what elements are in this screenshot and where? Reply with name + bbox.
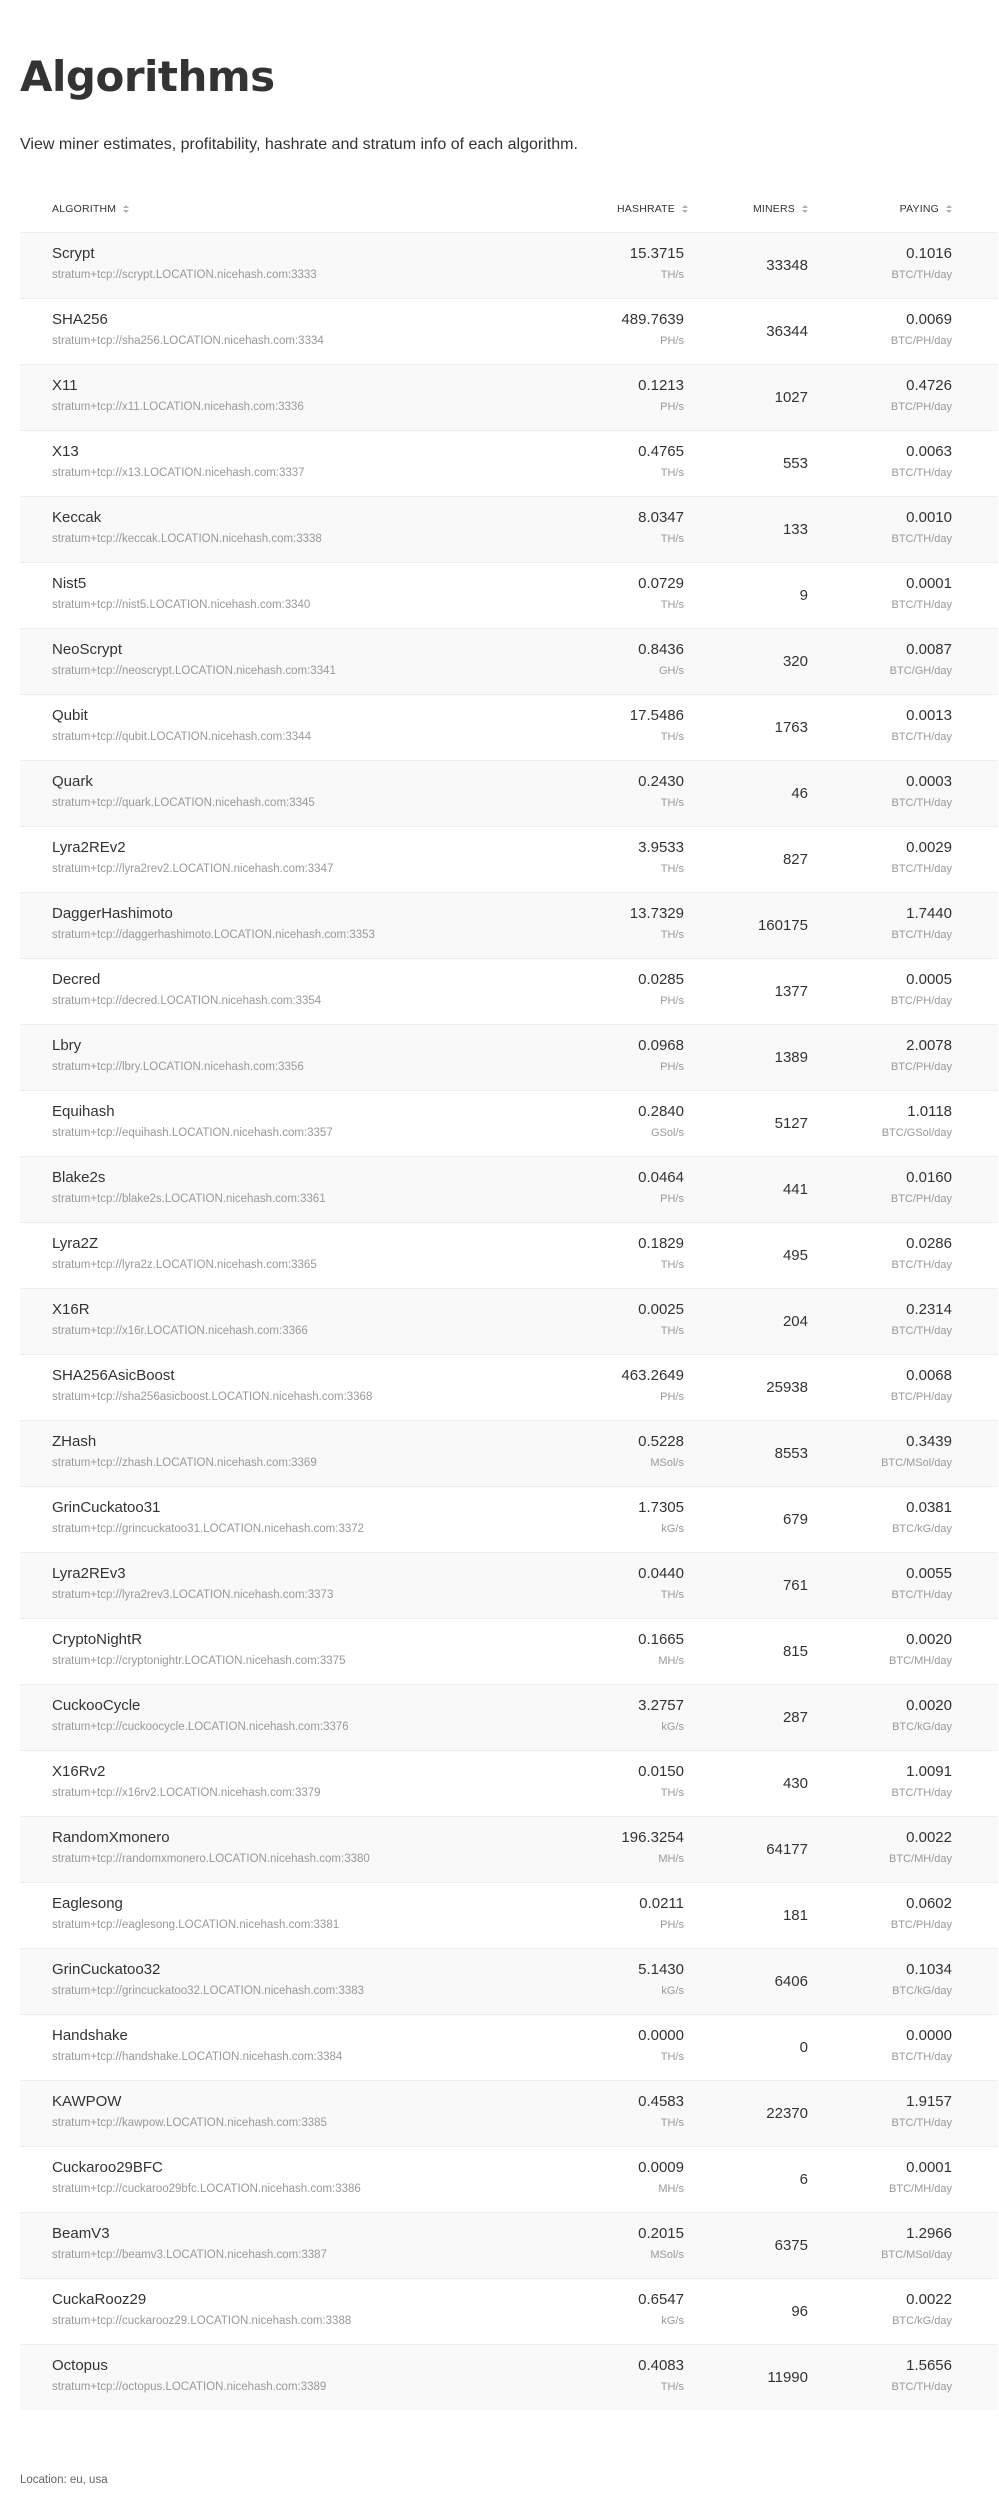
hashrate-value: 0.0968: [638, 1037, 684, 1054]
stratum-url: stratum+tcp://neoscrypt.LOCATION.nicehash.com:3341: [52, 665, 336, 677]
paying-unit: BTC/kG/day: [892, 1985, 952, 1997]
paying-value: 0.0000: [906, 2027, 952, 2044]
hashrate-value: 0.0211: [639, 1895, 684, 1912]
stratum-url: stratum+tcp://daggerhashimoto.LOCATION.nicehash.com:3353: [52, 929, 375, 941]
sort-icon: [123, 205, 129, 213]
stratum-url: stratum+tcp://scrypt.LOCATION.nicehash.com:3333: [52, 269, 317, 281]
hashrate-unit: TH/s: [660, 467, 684, 479]
hashrate-unit: PH/s: [660, 1193, 684, 1205]
paying-value: 1.9157: [906, 2093, 952, 2110]
table-row[interactable]: [20, 298, 998, 364]
hashrate-unit: PH/s: [660, 335, 684, 347]
hashrate-value: 0.0464: [638, 1169, 684, 1186]
hashrate-value: 0.2840: [638, 1103, 684, 1120]
miners-count: 36344: [766, 323, 808, 340]
paying-value: 0.0063: [906, 443, 952, 460]
algorithm-name: DaggerHashimoto: [52, 905, 173, 922]
page-subtitle: View miner estimates, profitability, hashrate and stratum info of each algorithm.: [20, 136, 578, 153]
table-row[interactable]: [20, 892, 998, 958]
hashrate-value: 0.4583: [638, 2093, 684, 2110]
paying-value: 0.0022: [906, 1829, 952, 1846]
hashrate-value: 0.0285: [638, 971, 684, 988]
miners-count: 553: [782, 455, 808, 472]
algorithm-name: Handshake: [52, 2027, 128, 2044]
hashrate-value: 0.0729: [638, 575, 684, 592]
hashrate-value: 3.2757: [638, 1697, 684, 1714]
hashrate-unit: PH/s: [660, 401, 684, 413]
paying-value: 0.0087: [906, 641, 952, 658]
hashrate-unit: TH/s: [660, 1259, 684, 1271]
hashrate-unit: TH/s: [660, 2381, 684, 2393]
paying-unit: BTC/PH/day: [890, 401, 952, 413]
miners-count: 430: [782, 1775, 808, 1792]
hashrate-unit: TH/s: [660, 533, 684, 545]
paying-unit: BTC/PH/day: [890, 335, 952, 347]
hashrate-value: 0.1829: [638, 1235, 684, 1252]
location-note: Location: eu, usa: [20, 2474, 108, 2486]
paying-unit: BTC/MH/day: [889, 2183, 952, 2195]
table-row[interactable]: [20, 1618, 998, 1684]
miners-count: 64177: [766, 1841, 808, 1858]
paying-unit: BTC/GH/day: [889, 665, 952, 677]
paying-value: 0.0020: [906, 1631, 952, 1648]
paying-unit: BTC/TH/day: [891, 1589, 952, 1601]
stratum-url: stratum+tcp://cuckaroo29bfc.LOCATION.nicehash.com:3386: [52, 2183, 361, 2195]
hashrate-unit: GSol/s: [650, 1127, 684, 1139]
algorithm-name: X11: [52, 377, 78, 394]
paying-unit: BTC/PH/day: [890, 995, 952, 1007]
miners-count: 6375: [774, 2237, 808, 2254]
paying-value: 0.4726: [906, 377, 952, 394]
miners-count: 1377: [774, 983, 808, 1000]
hashrate-value: 5.1430: [638, 1961, 684, 1978]
stratum-url: stratum+tcp://keccak.LOCATION.nicehash.com:3338: [52, 533, 322, 545]
hashrate-value: 15.3715: [629, 245, 684, 262]
paying-value: 0.0013: [906, 707, 952, 724]
table-body: [20, 232, 998, 2410]
table-row[interactable]: [20, 760, 998, 826]
hashrate-value: 0.4083: [638, 2357, 684, 2374]
hashrate-value: 0.5228: [638, 1433, 684, 1450]
stratum-url: stratum+tcp://blake2s.LOCATION.nicehash.com:3361: [52, 1193, 326, 1205]
algorithm-name: RandomXmonero: [52, 1829, 170, 1846]
hashrate-value: 8.0347: [638, 509, 684, 526]
table-row[interactable]: [20, 2212, 998, 2278]
paying-unit: BTC/TH/day: [891, 797, 952, 809]
miners-count: 679: [782, 1511, 808, 1528]
column-header-label: ALGORITHM: [52, 203, 117, 215]
paying-unit: BTC/GSol/day: [881, 1127, 952, 1139]
algorithm-name: Lyra2REv3: [52, 1565, 126, 1582]
algorithm-name: NeoScrypt: [52, 641, 123, 658]
stratum-url: stratum+tcp://lbry.LOCATION.nicehash.com:3356: [52, 1061, 304, 1073]
hashrate-unit: MH/s: [658, 2183, 684, 2195]
table-row[interactable]: [20, 430, 998, 496]
paying-unit: BTC/kG/day: [892, 2315, 952, 2327]
miners-count: 9: [799, 587, 808, 604]
table-row[interactable]: [20, 1750, 998, 1816]
paying-unit: BTC/TH/day: [891, 2051, 952, 2063]
miners-count: 761: [782, 1577, 808, 1594]
paying-value: 0.0055: [906, 1565, 952, 1582]
stratum-url: stratum+tcp://sha256.LOCATION.nicehash.com:3334: [52, 335, 324, 347]
stratum-url: stratum+tcp://x11.LOCATION.nicehash.com:3336: [52, 401, 304, 413]
paying-value: 1.7440: [906, 905, 952, 922]
hashrate-value: 0.0025: [638, 1301, 684, 1318]
hashrate-value: 1.7305: [638, 1499, 684, 1516]
algorithm-name: Octopus: [52, 2357, 108, 2374]
miners-count: 6: [799, 2171, 808, 2188]
algorithms-table: [20, 188, 998, 2410]
hashrate-unit: TH/s: [660, 1325, 684, 1337]
table-row[interactable]: [20, 1090, 998, 1156]
miners-count: 287: [782, 1709, 808, 1726]
table-row[interactable]: [20, 1222, 998, 1288]
table-row[interactable]: [20, 1816, 998, 1882]
algorithm-name: Decred: [52, 971, 101, 988]
paying-unit: BTC/TH/day: [891, 467, 952, 479]
stratum-url: stratum+tcp://x16rv2.LOCATION.nicehash.com:3379: [52, 1787, 321, 1799]
algorithm-name: X13: [52, 443, 79, 460]
table-row[interactable]: [20, 1882, 998, 1948]
paying-value: 0.1034: [906, 1961, 952, 1978]
stratum-url: stratum+tcp://grincuckatoo32.LOCATION.nicehash.com:3383: [52, 1985, 365, 1997]
hashrate-value: 463.2649: [621, 1367, 684, 1384]
paying-unit: BTC/TH/day: [891, 533, 952, 545]
hashrate-value: 0.1213: [638, 377, 684, 394]
stratum-url: stratum+tcp://decred.LOCATION.nicehash.com:3354: [52, 995, 322, 1007]
page-title: Algorithms: [20, 52, 275, 101]
algorithm-name: SHA256: [52, 311, 108, 328]
table-row[interactable]: [20, 1354, 998, 1420]
table-row[interactable]: [20, 1420, 998, 1486]
hashrate-unit: TH/s: [660, 929, 684, 941]
hashrate-unit: TH/s: [660, 269, 684, 281]
hashrate-unit: kG/s: [661, 1523, 684, 1535]
algorithm-name: Blake2s: [52, 1169, 106, 1186]
table-row[interactable]: [20, 1948, 998, 2014]
hashrate-unit: kG/s: [661, 1721, 684, 1733]
hashrate-value: 0.1665: [638, 1631, 684, 1648]
miners-count: 22370: [766, 2105, 808, 2122]
algorithm-name: Cuckaroo29BFC: [52, 2159, 163, 2176]
paying-value: 0.0029: [906, 839, 952, 856]
algorithm-name: Quark: [52, 773, 93, 790]
table-row[interactable]: [20, 232, 998, 298]
paying-value: 0.0068: [906, 1367, 952, 1384]
stratum-url: stratum+tcp://handshake.LOCATION.nicehash.com:3384: [52, 2051, 343, 2063]
table-row[interactable]: [20, 628, 998, 694]
stratum-url: stratum+tcp://grincuckatoo31.LOCATION.nicehash.com:3372: [52, 1523, 365, 1535]
paying-value: 1.5656: [906, 2357, 952, 2374]
hashrate-value: 0.0000: [638, 2027, 684, 2044]
table-header: [20, 188, 998, 232]
table-row[interactable]: [20, 1288, 998, 1354]
paying-value: 0.0160: [906, 1169, 952, 1186]
stratum-url: stratum+tcp://beamv3.LOCATION.nicehash.com:3387: [52, 2249, 327, 2261]
paying-value: 0.0602: [906, 1895, 952, 1912]
miners-count: 5127: [774, 1115, 808, 1132]
stratum-url: stratum+tcp://qubit.LOCATION.nicehash.com:3344: [52, 731, 311, 743]
column-header-hashrate[interactable]: [617, 203, 688, 215]
stratum-url: stratum+tcp://cuckoocycle.LOCATION.nicehash.com:3376: [52, 1721, 349, 1733]
paying-unit: BTC/TH/day: [891, 599, 952, 611]
miners-count: 204: [782, 1313, 808, 1330]
paying-unit: BTC/MH/day: [889, 1853, 952, 1865]
paying-value: 0.0001: [906, 575, 952, 592]
miners-count: 495: [782, 1247, 808, 1264]
table-row[interactable]: [20, 694, 998, 760]
hashrate-value: 196.3254: [621, 1829, 684, 1846]
table-row[interactable]: [20, 364, 998, 430]
algorithm-name: CryptoNightR: [52, 1631, 143, 1648]
sort-icon: [682, 205, 688, 213]
stratum-url: stratum+tcp://lyra2rev3.LOCATION.nicehash.com:3373: [52, 1589, 334, 1601]
stratum-url: stratum+tcp://zhash.LOCATION.nicehash.com:3369: [52, 1457, 317, 1469]
miners-count: 441: [782, 1181, 808, 1198]
algorithm-name: KAWPOW: [52, 2093, 122, 2110]
paying-value: 0.0020: [906, 1697, 952, 1714]
paying-unit: BTC/TH/day: [891, 731, 952, 743]
paying-value: 0.3439: [906, 1433, 952, 1450]
hashrate-unit: PH/s: [660, 1391, 684, 1403]
paying-value: 1.2966: [906, 2225, 952, 2242]
table-row[interactable]: [20, 1024, 998, 1090]
paying-value: 0.0069: [906, 311, 952, 328]
miners-count: 96: [791, 2303, 808, 2320]
paying-unit: BTC/MH/day: [889, 1655, 952, 1667]
hashrate-unit: TH/s: [660, 1589, 684, 1601]
column-header-algorithm[interactable]: [52, 203, 129, 215]
stratum-url: stratum+tcp://lyra2z.LOCATION.nicehash.com:3365: [52, 1259, 317, 1271]
table-row[interactable]: [20, 826, 998, 892]
stratum-url: stratum+tcp://kawpow.LOCATION.nicehash.com:3385: [52, 2117, 327, 2129]
hashrate-value: 489.7639: [621, 311, 684, 328]
table-row[interactable]: [20, 496, 998, 562]
algorithm-name: X16R: [52, 1301, 90, 1318]
paying-unit: BTC/PH/day: [890, 1193, 952, 1205]
hashrate-value: 17.5486: [629, 707, 684, 724]
miners-count: 11990: [767, 2369, 808, 2386]
stratum-url: stratum+tcp://quark.LOCATION.nicehash.com:3345: [52, 797, 315, 809]
hashrate-value: 3.9533: [638, 839, 684, 856]
paying-unit: BTC/TH/day: [891, 863, 952, 875]
algorithm-name: X16Rv2: [52, 1763, 106, 1780]
miners-count: 1763: [774, 719, 808, 736]
paying-unit: BTC/PH/day: [890, 1061, 952, 1073]
stratum-url: stratum+tcp://octopus.LOCATION.nicehash.com:3389: [52, 2381, 327, 2393]
stratum-url: stratum+tcp://sha256asicboost.LOCATION.nicehash.com:3368: [52, 1391, 373, 1403]
stratum-url: stratum+tcp://lyra2rev2.LOCATION.nicehash.com:3347: [52, 863, 334, 875]
paying-unit: BTC/PH/day: [890, 1391, 952, 1403]
table-row[interactable]: [20, 2014, 998, 2080]
miners-count: 1027: [774, 389, 808, 406]
table-row[interactable]: [20, 2146, 998, 2212]
stratum-url: stratum+tcp://randomxmonero.LOCATION.nicehash.com:3380: [52, 1853, 370, 1865]
hashrate-unit: TH/s: [660, 731, 684, 743]
miners-count: 0: [799, 2039, 808, 2056]
table-row[interactable]: [20, 1486, 998, 1552]
table-row[interactable]: [20, 2080, 998, 2146]
algorithm-name: BeamV3: [52, 2225, 110, 2242]
paying-value: 0.0381: [906, 1499, 952, 1516]
miners-count: 8553: [774, 1445, 808, 1462]
paying-unit: BTC/TH/day: [891, 929, 952, 941]
table-row[interactable]: [20, 2344, 998, 2410]
stratum-url: stratum+tcp://cryptonightr.LOCATION.nicehash.com:3375: [52, 1655, 346, 1667]
hashrate-unit: kG/s: [661, 1985, 684, 1997]
stratum-url: stratum+tcp://x16r.LOCATION.nicehash.com:3366: [52, 1325, 308, 1337]
hashrate-value: 0.0009: [638, 2159, 684, 2176]
paying-unit: BTC/TH/day: [891, 2381, 952, 2393]
stratum-url: stratum+tcp://eaglesong.LOCATION.nicehash.com:3381: [52, 1919, 340, 1931]
column-header-miners[interactable]: [753, 203, 808, 215]
hashrate-unit: TH/s: [660, 2051, 684, 2063]
paying-unit: BTC/MSol/day: [881, 2249, 952, 2261]
miners-count: 827: [782, 851, 808, 868]
miners-count: 25938: [766, 1379, 808, 1396]
algorithm-name: Lbry: [52, 1037, 82, 1054]
paying-value: 0.0022: [906, 2291, 952, 2308]
algorithm-name: CuckaRooz29: [52, 2291, 147, 2308]
hashrate-value: 0.8436: [638, 641, 684, 658]
miners-count: 181: [782, 1907, 808, 1924]
paying-unit: BTC/TH/day: [891, 1787, 952, 1799]
algorithm-name: GrinCuckatoo31: [52, 1499, 161, 1516]
sort-icon: [946, 205, 952, 213]
table-row[interactable]: [20, 2278, 998, 2344]
table-row[interactable]: [20, 562, 998, 628]
paying-value: 0.1016: [906, 245, 952, 262]
hashrate-unit: PH/s: [660, 995, 684, 1007]
hashrate-unit: GH/s: [658, 665, 684, 677]
algorithm-name: Scrypt: [52, 245, 95, 262]
miners-count: 133: [782, 521, 808, 538]
miners-count: 33348: [766, 257, 808, 274]
table-row[interactable]: [20, 1552, 998, 1618]
hashrate-value: 0.6547: [638, 2291, 684, 2308]
stratum-url: stratum+tcp://x13.LOCATION.nicehash.com:3337: [52, 467, 305, 479]
column-header-paying[interactable]: [900, 203, 952, 215]
hashrate-value: 0.2015: [638, 2225, 684, 2242]
hashrate-unit: MH/s: [658, 1655, 684, 1667]
paying-value: 2.0078: [906, 1037, 952, 1054]
hashrate-unit: kG/s: [661, 2315, 684, 2327]
algorithm-name: Equihash: [52, 1103, 115, 1120]
miners-count: 160175: [757, 917, 808, 934]
paying-value: 0.2314: [906, 1301, 952, 1318]
paying-value: 1.0091: [906, 1763, 952, 1780]
miners-count: 1389: [774, 1049, 808, 1066]
algorithm-name: SHA256AsicBoost: [52, 1367, 175, 1384]
hashrate-value: 13.7329: [629, 905, 684, 922]
paying-value: 0.0001: [906, 2159, 952, 2176]
stratum-url: stratum+tcp://nist5.LOCATION.nicehash.com:3340: [52, 599, 311, 611]
hashrate-unit: TH/s: [660, 1787, 684, 1799]
algorithm-name: Lyra2REv2: [52, 839, 126, 856]
paying-unit: BTC/MSol/day: [881, 1457, 952, 1469]
hashrate-unit: MH/s: [658, 1853, 684, 1865]
miners-count: 46: [791, 785, 808, 802]
column-header-label: HASHRATE: [617, 203, 675, 215]
hashrate-unit: MSol/s: [650, 1457, 684, 1469]
hashrate-unit: MSol/s: [650, 2249, 684, 2261]
paying-unit: BTC/TH/day: [891, 1325, 952, 1337]
algorithm-name: Eaglesong: [52, 1895, 123, 1912]
algorithm-name: Lyra2Z: [52, 1235, 99, 1252]
hashrate-value: 0.0440: [638, 1565, 684, 1582]
table-row[interactable]: [20, 1156, 998, 1222]
paying-value: 0.0003: [906, 773, 952, 790]
hashrate-unit: TH/s: [660, 2117, 684, 2129]
algorithm-name: Keccak: [52, 509, 102, 526]
miners-count: 815: [782, 1643, 808, 1660]
miners-count: 320: [782, 653, 808, 670]
hashrate-unit: TH/s: [660, 797, 684, 809]
column-header-label: PAYING: [899, 203, 939, 215]
hashrate-value: 0.4765: [638, 443, 684, 460]
paying-unit: BTC/TH/day: [891, 1259, 952, 1271]
hashrate-unit: PH/s: [660, 1061, 684, 1073]
algorithm-name: GrinCuckatoo32: [52, 1961, 161, 1978]
sort-icon: [802, 205, 808, 213]
table-row[interactable]: [20, 1684, 998, 1750]
paying-unit: BTC/PH/day: [890, 1919, 952, 1931]
hashrate-unit: PH/s: [660, 1919, 684, 1931]
paying-value: 0.0286: [906, 1235, 952, 1252]
stratum-url: stratum+tcp://cuckarooz29.LOCATION.nicehash.com:3388: [52, 2315, 352, 2327]
paying-unit: BTC/TH/day: [891, 269, 952, 281]
stratum-url: stratum+tcp://equihash.LOCATION.nicehash.com:3357: [52, 1127, 333, 1139]
paying-value: 0.0005: [906, 971, 952, 988]
algorithm-name: ZHash: [52, 1433, 97, 1450]
hashrate-value: 0.2430: [638, 773, 684, 790]
hashrate-unit: TH/s: [660, 599, 684, 611]
paying-unit: BTC/kG/day: [892, 1721, 952, 1733]
paying-unit: BTC/kG/day: [892, 1523, 952, 1535]
algorithm-name: Qubit: [52, 707, 88, 724]
hashrate-value: 0.0150: [638, 1763, 684, 1780]
paying-value: 1.0118: [907, 1103, 952, 1120]
paying-value: 0.0010: [906, 509, 952, 526]
hashrate-unit: TH/s: [660, 863, 684, 875]
algorithm-name: CuckooCycle: [52, 1697, 141, 1714]
paying-unit: BTC/TH/day: [891, 2117, 952, 2129]
column-header-label: MINERS: [752, 203, 795, 215]
table-row[interactable]: [20, 958, 998, 1024]
algorithm-name: Nist5: [52, 575, 87, 592]
miners-count: 6406: [774, 1973, 808, 1990]
